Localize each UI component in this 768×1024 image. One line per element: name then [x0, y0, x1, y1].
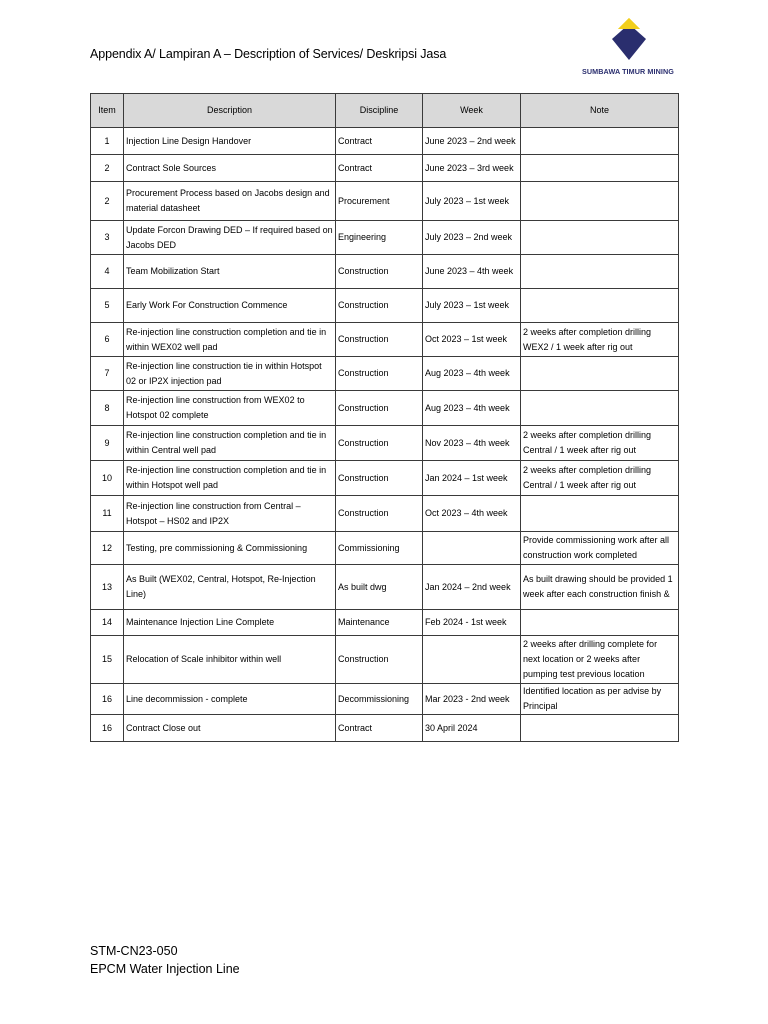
item-cell: 12	[91, 532, 124, 565]
table-row	[91, 715, 679, 742]
note-cell: 2 weeks after drilling complete for next location or 2 weeks after pumping test previous location	[521, 636, 679, 684]
table-row	[91, 255, 679, 289]
description-cell: Relocation of Scale inhibitor within well	[124, 636, 336, 684]
note-cell	[521, 496, 679, 532]
discipline-cell: Construction	[336, 496, 423, 532]
note-cell: As built drawing should be provided 1 week after each construction finish &	[521, 565, 679, 610]
table-row	[91, 426, 679, 461]
discipline-cell: Construction	[336, 255, 423, 289]
week-cell: Mar 2023 - 2nd week	[423, 684, 521, 715]
description-cell: Re-injection line construction from WEX02 to Hotspot 02 complete	[124, 391, 336, 426]
discipline-cell: Maintenance	[336, 610, 423, 636]
description-cell: Contract Close out	[124, 715, 336, 742]
note-cell	[521, 289, 679, 323]
description-cell: Re-injection line construction from Central – Hotspot – HS02 and IP2X	[124, 496, 336, 532]
discipline-cell: Procurement	[336, 182, 423, 221]
note-cell: 2 weeks after completion drilling Central / 1 week after rig out	[521, 426, 679, 461]
description-cell: Update Forcon Drawing DED – If required based on Jacobs DED	[124, 221, 336, 255]
column-header-note: Note	[521, 94, 679, 128]
item-cell: 2	[91, 155, 124, 182]
item-cell: 6	[91, 323, 124, 357]
description-cell: Injection Line Design Handover	[124, 128, 336, 155]
note-cell: Identified location as per advise by Principal	[521, 684, 679, 715]
table-row	[91, 182, 679, 221]
discipline-cell: Construction	[336, 289, 423, 323]
item-cell: 16	[91, 684, 124, 715]
discipline-cell: Contract	[336, 715, 423, 742]
item-cell: 5	[91, 289, 124, 323]
note-cell: 2 weeks after completion drilling WEX2 / 1 week after rig out	[521, 323, 679, 357]
discipline-cell: Construction	[336, 426, 423, 461]
table-row	[91, 684, 679, 715]
description-cell: Re-injection line construction completion and tie in within WEX02 well pad	[124, 323, 336, 357]
discipline-cell: Engineering	[336, 221, 423, 255]
table-row	[91, 565, 679, 610]
table-row	[91, 221, 679, 255]
table-row	[91, 532, 679, 565]
table-row	[91, 155, 679, 182]
page-title: Appendix A/ Lampiran A – Description of Services/ Deskripsi Jasa	[90, 47, 447, 61]
note-cell: 2 weeks after completion drilling Central / 1 week after rig out	[521, 461, 679, 496]
note-cell	[521, 128, 679, 155]
discipline-cell: Contract	[336, 155, 423, 182]
week-cell: Jan 2024 – 2nd week	[423, 565, 521, 610]
note-cell	[521, 715, 679, 742]
week-cell: Feb 2024 - 1st week	[423, 610, 521, 636]
column-header-week: Week	[423, 94, 521, 128]
item-cell: 14	[91, 610, 124, 636]
discipline-cell: Construction	[336, 636, 423, 684]
week-cell: July 2023 – 1st week	[423, 289, 521, 323]
logo-text: SUMBAWA TIMUR MINING	[582, 67, 674, 76]
description-cell: Maintenance Injection Line Complete	[124, 610, 336, 636]
week-cell: July 2023 – 2nd week	[423, 221, 521, 255]
table-row	[91, 391, 679, 426]
description-cell: Contract Sole Sources	[124, 155, 336, 182]
week-cell: 30 April 2024	[423, 715, 521, 742]
item-cell: 16	[91, 715, 124, 742]
item-cell: 4	[91, 255, 124, 289]
week-cell: June 2023 – 4th week	[423, 255, 521, 289]
note-cell	[521, 391, 679, 426]
week-cell: June 2023 – 2nd week	[423, 128, 521, 155]
description-cell: Re-injection line construction completion and tie in within Central well pad	[124, 426, 336, 461]
company-logo	[574, 16, 686, 78]
discipline-cell: As built dwg	[336, 565, 423, 610]
item-cell: 8	[91, 391, 124, 426]
item-cell: 15	[91, 636, 124, 684]
services-table	[90, 93, 679, 742]
item-cell: 13	[91, 565, 124, 610]
table-row	[91, 461, 679, 496]
discipline-cell: Construction	[336, 461, 423, 496]
week-cell: June 2023 – 3rd week	[423, 155, 521, 182]
discipline-cell: Decommissioning	[336, 684, 423, 715]
week-cell: Oct 2023 – 1st week	[423, 323, 521, 357]
table-row	[91, 128, 679, 155]
table-row	[91, 610, 679, 636]
item-cell: 9	[91, 426, 124, 461]
column-header-discipline: Discipline	[336, 94, 423, 128]
note-cell: Provide commissioning work after all construction work completed	[521, 532, 679, 565]
item-cell: 10	[91, 461, 124, 496]
table-row	[91, 289, 679, 323]
week-cell	[423, 532, 521, 565]
item-cell: 7	[91, 357, 124, 391]
week-cell: Oct 2023 – 4th week	[423, 496, 521, 532]
logo-mark-icon	[609, 16, 649, 62]
document-number: STM-CN23-050	[90, 944, 178, 958]
note-cell	[521, 610, 679, 636]
note-cell	[521, 182, 679, 221]
description-cell: Re-injection line construction completion and tie in within Hotspot well pad	[124, 461, 336, 496]
discipline-cell: Construction	[336, 391, 423, 426]
note-cell	[521, 221, 679, 255]
description-cell: Early Work For Construction Commence	[124, 289, 336, 323]
week-cell: Jan 2024 – 1st week	[423, 461, 521, 496]
week-cell: Aug 2023 – 4th week	[423, 357, 521, 391]
table-row	[91, 636, 679, 684]
item-cell: 1	[91, 128, 124, 155]
note-cell	[521, 357, 679, 391]
week-cell: Aug 2023 – 4th week	[423, 391, 521, 426]
table-row	[91, 323, 679, 357]
item-cell: 11	[91, 496, 124, 532]
discipline-cell: Construction	[336, 323, 423, 357]
table-header-row	[91, 94, 679, 128]
table-row	[91, 357, 679, 391]
week-cell: Nov 2023 – 4th week	[423, 426, 521, 461]
description-cell: Team Mobilization Start	[124, 255, 336, 289]
table-row	[91, 496, 679, 532]
project-name: EPCM Water Injection Line	[90, 962, 240, 976]
item-cell: 2	[91, 182, 124, 221]
column-header-item: Item	[91, 94, 124, 128]
week-cell: July 2023 – 1st week	[423, 182, 521, 221]
column-header-description: Description	[124, 94, 336, 128]
description-cell: Re-injection line construction tie in within Hotspot 02 or IP2X injection pad	[124, 357, 336, 391]
note-cell	[521, 155, 679, 182]
discipline-cell: Contract	[336, 128, 423, 155]
description-cell: As Built (WEX02, Central, Hotspot, Re-Injection Line)	[124, 565, 336, 610]
discipline-cell: Construction	[336, 357, 423, 391]
item-cell: 3	[91, 221, 124, 255]
description-cell: Line decommission - complete	[124, 684, 336, 715]
description-cell: Testing, pre commissioning & Commissioning	[124, 532, 336, 565]
discipline-cell: Commissioning	[336, 532, 423, 565]
document-footer	[90, 942, 240, 978]
week-cell	[423, 636, 521, 684]
description-cell: Procurement Process based on Jacobs design and material datasheet	[124, 182, 336, 221]
note-cell	[521, 255, 679, 289]
